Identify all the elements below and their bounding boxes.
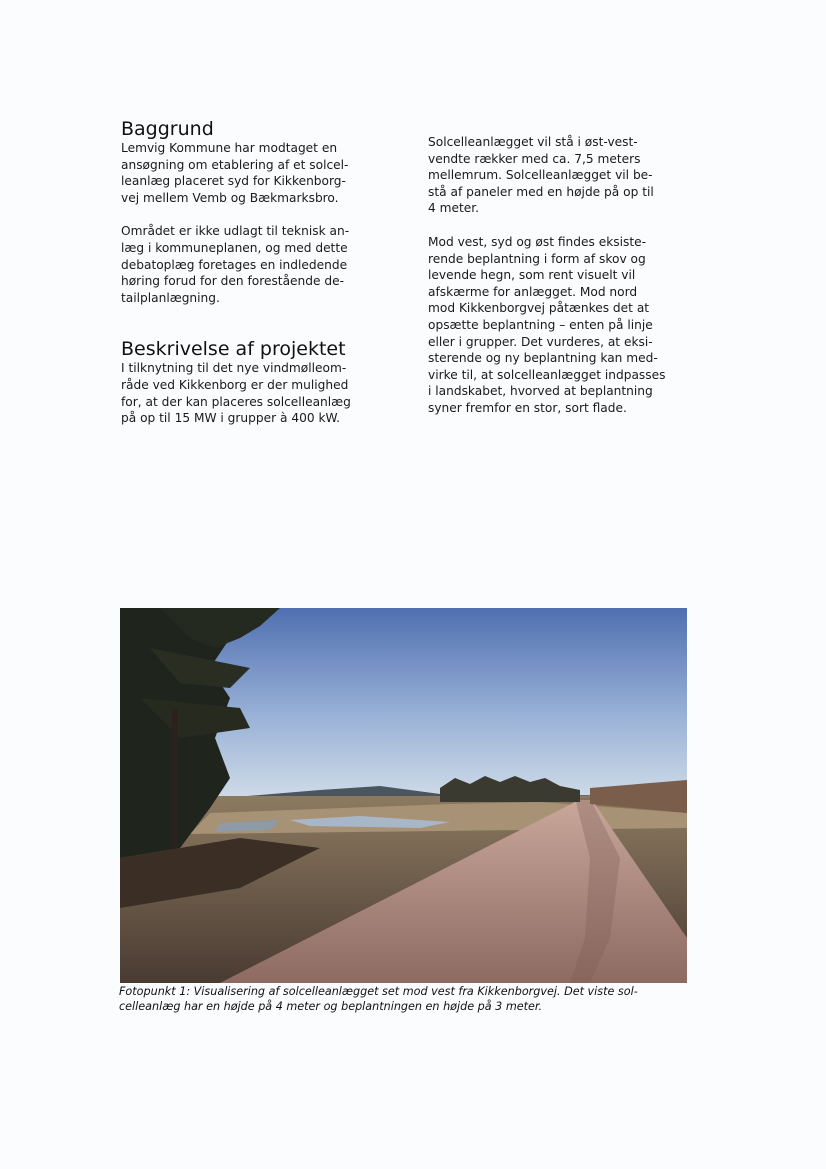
paragraph-baggrund-1: Lemvig Kommune har modtaget en ansøgning om etablering af et solcel- leanlæg placeret syd for Kikkenborg- vej mellem Vemb og Bækmarksbro. [121, 141, 349, 205]
left-column [121, 118, 383, 427]
right-column [428, 134, 693, 417]
paragraph-beskrivelse-1: I tilknytning til det nye vindmølleom- råde ved Kikkenborg er der mulighed for, at der kan placeres solcelleanlæg på op til 15 MW i grupper à 400 kW. [121, 361, 351, 426]
paragraph-right-1: Solcelleanlægget vil stå i øst-vest- vendte rækker med ca. 7,5 meters mellemrum. Solcelleanlægget vil be- stå af paneler med en højde på op til 4 meter. [428, 135, 654, 216]
paragraph-baggrund-2: Området er ikke udlagt til teknisk an- læg i kommuneplanen, og med dette debatoplæg foretages en indledende høring forud for den forestående de- tailplanlægning. [121, 224, 350, 305]
section-heading-baggrund: Baggrund [121, 118, 214, 140]
landscape-photo [120, 608, 687, 983]
section-heading-beskrivelse: Beskrivelse af projektet [121, 338, 346, 361]
photo-caption: Fotopunkt 1: Visualisering af solcelleanlægget set mod vest fra Kikkenborgvej. Det viste sol- celleanlæg har en højde på 4 meter og beplantningen en højde på 3 meter. [119, 985, 638, 1013]
paragraph-right-2: Mod vest, syd og øst findes eksiste- rende beplantning i form af skov og levende hegn, som rent visuelt vil afskærme for anlægget. Mod nord mod Kikkenborgvej påtænkes det at opsætte beplantning – enten på linje eller i grupper. Det vurderes, at eksi- sterende og ny beplantning kan med- virke til, at solcelleanlægget indpasses i landskabet, hvorved at beplantning syner fremfor en stor, sort flade. [428, 234, 666, 415]
